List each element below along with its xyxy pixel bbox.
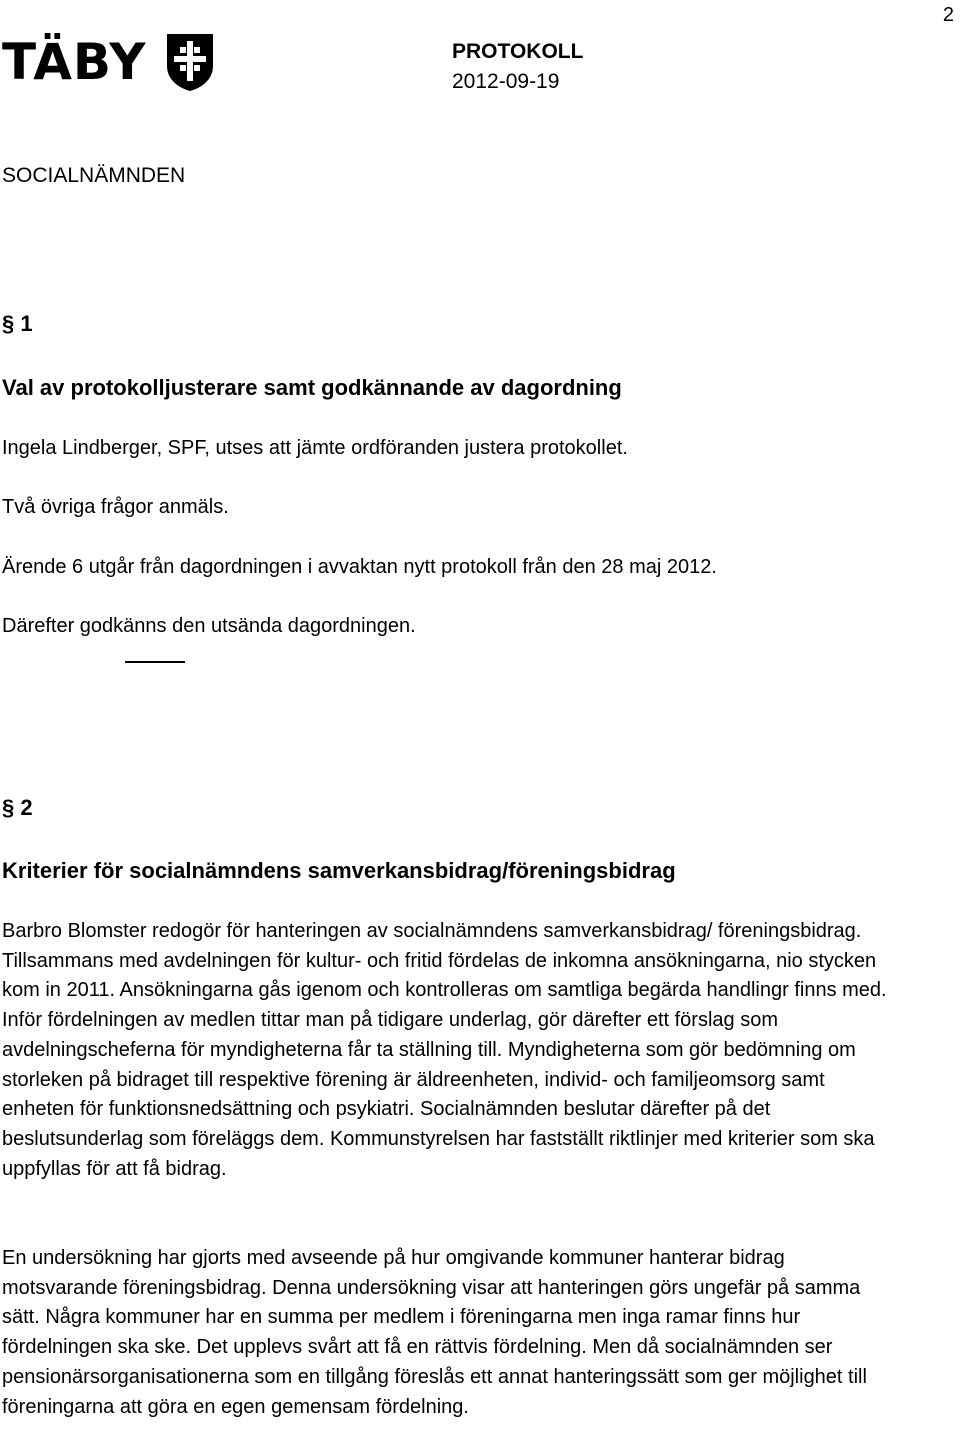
paragraph: Två övriga frågor anmäls. — [2, 496, 229, 518]
document-type: PROTOKOLL — [452, 40, 584, 63]
logo-wordmark: TÄBY — [2, 33, 147, 91]
section-title: Kriterier för socialnämndens samverkansbidrag/föreningsbidrag — [2, 858, 676, 883]
paragraph: Barbro Blomster redogör för hanteringen av socialnämndens samverkansbidrag/ föreningsbidrag. Tillsammans med avdelningen för kultur- och fritid fördelas de inkomna ansökningarna, nio stycken kom in 2011. Ansökningarna gås igenom och kontrolleras om samtliga begärda handlingr finns med. Inför fördelningen av medlen tittar man på tidigare underlag, gör därefter ett förslag som avdelningscheferna för myndigheterna får ta ställning till. Myndigheterna som gör bedömning om storleken på bidraget till respektive förening är äldreenheten, individ- och familjeomsorg samt enheten för funktionsnedsättning och psykiatri. Socialnämnden beslutar därefter på det beslutsunderlag som föreläggs dem. Kommunstyrelsen har fastställt riktlinjer med kriterier som ska uppfyllas för att få bidrag. — [2, 920, 887, 1180]
paragraph: Ärende 6 utgår från dagordningen i avvaktan nytt protokoll från den 28 maj 2012. — [2, 556, 717, 578]
section-title: Val av protokolljusterare samt godkännande av dagordning — [2, 375, 622, 400]
department-name: SOCIALNÄMNDEN — [2, 164, 186, 187]
paragraph: Ingela Lindberger, SPF, utses att jämte ordföranden justera protokollet. — [2, 437, 628, 459]
paragraph: En undersökning har gjorts med avseende på hur omgivande kommuner hanterar bidrag motsvarande föreningsbidrag. Denna undersökning visar att hanteringen görs ungefär på samma sätt. Några kommuner har en summa per medlem i föreningarna men inga ramar finns hur fördelningen ska ske. Det upplevs svårt att få en rättvis fördelning. Men då socialnämnden ser pensionärsorganisationerna som en tillgång föreslås ett annat hanteringssätt som ger möjlighet till föreningarna att göra en egen gemensam fördelning. — [2, 1247, 867, 1418]
page-number: 2 — [942, 4, 954, 26]
taby-logo — [2, 32, 215, 92]
section-divider — [125, 661, 185, 663]
paragraph: Därefter godkänns den utsända dagordningen. — [2, 615, 416, 637]
coat-of-arms-icon — [165, 32, 215, 92]
section-number: § 1 — [2, 311, 33, 336]
section-number: § 2 — [2, 795, 33, 820]
document-date: 2012-09-19 — [452, 70, 560, 93]
